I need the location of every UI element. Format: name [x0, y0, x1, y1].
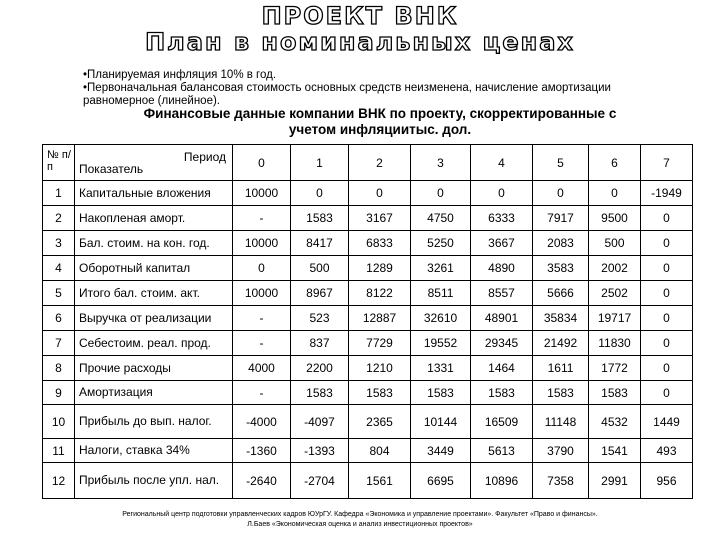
cell-period-5: 1611 — [533, 356, 589, 381]
header-period-2: 2 — [349, 145, 411, 181]
row-number: 7 — [43, 331, 75, 356]
cell-period-1: 8417 — [291, 231, 349, 256]
row-number: 11 — [43, 439, 75, 463]
footer-line-2: Л.Баев «Экономическая оценка и анализ инвестиционных проектов» — [247, 521, 473, 528]
row-label: Бал. стоим. на кон. год. — [75, 231, 233, 256]
cell-period-4: 1583 — [471, 381, 533, 405]
cell-period-0: -1360 — [233, 439, 291, 463]
table-row — [43, 206, 693, 231]
cell-period-5: 7358 — [533, 463, 589, 499]
cell-period-1: 2200 — [291, 356, 349, 381]
row-label: Оборотный капитал — [75, 256, 233, 281]
cell-period-4: 4890 — [471, 256, 533, 281]
cell-period-0: 10000 — [233, 231, 291, 256]
cell-period-6: 2002 — [589, 256, 641, 281]
row-label: Налоги, ставка 34% — [75, 439, 233, 463]
row-label: Капитальные вложения — [75, 181, 233, 206]
table-row — [43, 181, 693, 206]
cell-period-5: 3790 — [533, 439, 589, 463]
cell-period-0: - — [233, 206, 291, 231]
table-row — [43, 356, 693, 381]
cell-period-4: 1464 — [471, 356, 533, 381]
cell-period-1: 837 — [291, 331, 349, 356]
cell-period-2: 12887 — [349, 306, 411, 331]
cell-period-7: 1449 — [641, 405, 693, 439]
header-no: № п/п — [47, 149, 71, 173]
cell-period-5: 1583 — [533, 381, 589, 405]
cell-period-7: -1949 — [641, 181, 693, 206]
cell-period-4: 6333 — [471, 206, 533, 231]
row-number: 5 — [43, 281, 75, 306]
header-period-3: 3 — [411, 145, 471, 181]
cell-period-7: 493 — [641, 439, 693, 463]
row-number: 8 — [43, 356, 75, 381]
row-number: 3 — [43, 231, 75, 256]
cell-period-2: 6833 — [349, 231, 411, 256]
cell-period-7: 0 — [641, 281, 693, 306]
cell-period-5: 7917 — [533, 206, 589, 231]
cell-period-7: 0 — [641, 381, 693, 405]
cell-period-7: 0 — [641, 206, 693, 231]
cell-period-1: -2704 — [291, 463, 349, 499]
cell-period-3: 32610 — [411, 306, 471, 331]
row-number: 10 — [43, 405, 75, 439]
header-period-1: 1 — [291, 145, 349, 181]
cell-period-4: 8557 — [471, 281, 533, 306]
title-line-2: План в номинальных ценах — [145, 28, 575, 56]
header-no-cell — [43, 145, 75, 181]
row-label: Прибыль до вып. налог. — [75, 405, 233, 439]
cell-period-3: 6695 — [411, 463, 471, 499]
row-label: Амортизация — [75, 381, 233, 405]
cell-period-6: 1772 — [589, 356, 641, 381]
row-label: Себестоим. реал. прод. — [75, 331, 233, 356]
table-row — [43, 231, 693, 256]
cell-period-4: 3667 — [471, 231, 533, 256]
table-row — [43, 256, 693, 281]
cell-period-2: 8122 — [349, 281, 411, 306]
row-label: Выручка от реализации — [75, 306, 233, 331]
header-period-5: 5 — [533, 145, 589, 181]
cell-period-5: 11148 — [533, 405, 589, 439]
cell-period-3: 19552 — [411, 331, 471, 356]
row-label: Итого бал. стоим. акт. — [75, 281, 233, 306]
note-inflation: •Планируемая инфляция 10% в год. — [83, 69, 277, 81]
cell-period-7: 0 — [641, 231, 693, 256]
cell-period-3: 3449 — [411, 439, 471, 463]
cell-period-6: 19717 — [589, 306, 641, 331]
header-period-7: 7 — [641, 145, 693, 181]
title-line-1: ПРОЕКТ ВНК — [261, 2, 459, 30]
header-indicator-cell — [75, 145, 233, 181]
note-depreciation: •Первоначальная балансовая стоимость основных средств неизменена, начисление амортизации равномерное (линейное). — [83, 82, 611, 107]
cell-period-0: 0 — [233, 256, 291, 281]
cell-period-6: 500 — [589, 231, 641, 256]
footer-line-1: Региональный центр подготовки управленческих кадров ЮУрГУ. Кафедра «Экономика и управление проектами». Факультет «Право и финансы». — [122, 511, 598, 518]
header-indicator: Показатель — [79, 162, 144, 176]
cell-period-7: 0 — [641, 356, 693, 381]
header-period: Период — [183, 150, 226, 164]
cell-period-1: -4097 — [291, 405, 349, 439]
cell-period-2: 1210 — [349, 356, 411, 381]
cell-period-2: 804 — [349, 439, 411, 463]
cell-period-1: 1583 — [291, 206, 349, 231]
cell-period-0: - — [233, 331, 291, 356]
cell-period-4: 10896 — [471, 463, 533, 499]
row-number: 1 — [43, 181, 75, 206]
cell-period-4: 29345 — [471, 331, 533, 356]
cell-period-5: 35834 — [533, 306, 589, 331]
cell-period-7: 956 — [641, 463, 693, 499]
cell-period-1: -1393 — [291, 439, 349, 463]
cell-period-1: 0 — [291, 181, 349, 206]
cell-period-6: 2502 — [589, 281, 641, 306]
header-period-6: 6 — [589, 145, 641, 181]
cell-period-3: 1583 — [411, 381, 471, 405]
row-label: Прибыль после упл. нал. — [75, 463, 233, 499]
cell-period-2: 0 — [349, 181, 411, 206]
cell-period-4: 48901 — [471, 306, 533, 331]
table-row — [43, 281, 693, 306]
row-number: 2 — [43, 206, 75, 231]
cell-period-4: 0 — [471, 181, 533, 206]
cell-period-6: 1541 — [589, 439, 641, 463]
cell-period-3: 3261 — [411, 256, 471, 281]
notes — [83, 69, 643, 108]
cell-period-3: 0 — [411, 181, 471, 206]
row-label: Накопленая аморт. — [75, 206, 233, 231]
cell-period-3: 8511 — [411, 281, 471, 306]
cell-period-6: 9500 — [589, 206, 641, 231]
cell-period-0: - — [233, 381, 291, 405]
cell-period-4: 5613 — [471, 439, 533, 463]
table-row — [43, 463, 693, 499]
row-number: 4 — [43, 256, 75, 281]
cell-period-0: 10000 — [233, 281, 291, 306]
cell-period-5: 2083 — [533, 231, 589, 256]
cell-period-6: 11830 — [589, 331, 641, 356]
table-row — [43, 381, 693, 405]
financial-table — [42, 144, 693, 499]
cell-period-2: 1289 — [349, 256, 411, 281]
header-row — [43, 145, 693, 181]
cell-period-4: 16509 — [471, 405, 533, 439]
table-row — [43, 405, 693, 439]
cell-period-2: 1583 — [349, 381, 411, 405]
cell-period-0: -4000 — [233, 405, 291, 439]
cell-period-5: 0 — [533, 181, 589, 206]
footer — [60, 510, 660, 530]
cell-period-1: 523 — [291, 306, 349, 331]
cell-period-3: 10144 — [411, 405, 471, 439]
row-number: 9 — [43, 381, 75, 405]
cell-period-5: 3583 — [533, 256, 589, 281]
cell-period-3: 4750 — [411, 206, 471, 231]
row-number: 6 — [43, 306, 75, 331]
cell-period-5: 5666 — [533, 281, 589, 306]
row-number: 12 — [43, 463, 75, 499]
cell-period-2: 1561 — [349, 463, 411, 499]
header-period-0: 0 — [233, 145, 291, 181]
cell-period-2: 3167 — [349, 206, 411, 231]
cell-period-2: 2365 — [349, 405, 411, 439]
cell-period-3: 1331 — [411, 356, 471, 381]
cell-period-0: 10000 — [233, 181, 291, 206]
cell-period-6: 1583 — [589, 381, 641, 405]
cell-period-6: 2991 — [589, 463, 641, 499]
cell-period-7: 0 — [641, 306, 693, 331]
table-subtitle: Финансовые данные компании ВНК по проекту, скорректированные с учетом инфляциитыс. дол. — [143, 106, 617, 137]
row-label: Прочие расходы — [75, 356, 233, 381]
cell-period-5: 21492 — [533, 331, 589, 356]
cell-period-1: 8967 — [291, 281, 349, 306]
table-row — [43, 439, 693, 463]
table-row — [43, 306, 693, 331]
cell-period-6: 4532 — [589, 405, 641, 439]
cell-period-0: - — [233, 306, 291, 331]
cell-period-1: 1583 — [291, 381, 349, 405]
cell-period-0: 4000 — [233, 356, 291, 381]
cell-period-3: 5250 — [411, 231, 471, 256]
cell-period-7: 0 — [641, 331, 693, 356]
cell-period-0: -2640 — [233, 463, 291, 499]
cell-period-7: 0 — [641, 256, 693, 281]
cell-period-1: 500 — [291, 256, 349, 281]
header-period-4: 4 — [471, 145, 533, 181]
cell-period-2: 7729 — [349, 331, 411, 356]
table-row — [43, 331, 693, 356]
cell-period-6: 0 — [589, 181, 641, 206]
